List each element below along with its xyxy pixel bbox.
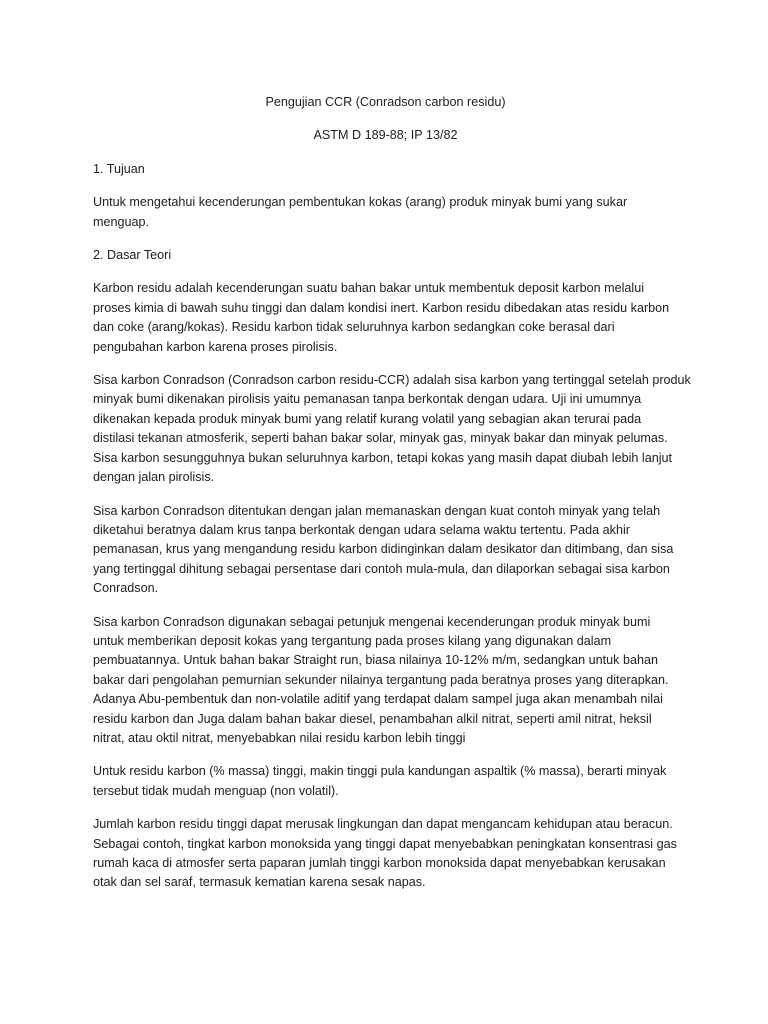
paragraph-residu-aspaltik <box>93 762 668 801</box>
section-heading-tujuan: 1. Tujuan <box>93 161 145 176</box>
text-line: Untuk mengetahui kecenderungan pembentukan kokas (arang) produk minyak bumi yang sukar <box>93 195 628 210</box>
text-line: dikenakan kepada produk minyak bumi yang relatif kurang volatil yang sebagian akan terurai pada <box>93 411 642 426</box>
text-line: bakar dari pengolahan pemurnian sekunder nilainya tergantung pada beratnya proses yang diterapkan. <box>93 672 669 687</box>
text-line: Untuk residu karbon (% massa) tinggi, makin tinggi pula kandungan aspaltik (% massa), berarti minyak <box>93 764 667 779</box>
paragraph-dampak-lingkungan <box>93 815 677 893</box>
text-line: distilasi tekanan atmosferik, seperti bahan bakar solar, minyak gas, minyak bakar dan minyak pelumas. <box>93 431 668 446</box>
text-line: Sisa karbon Conradson (Conradson carbon residu-CCR) adalah sisa karbon yang tertinggal setelah produk <box>93 373 691 388</box>
paragraph-sisa-karbon-penentuan <box>93 502 674 599</box>
text-line: untuk memberikan deposit kokas yang tergantung pada proses kilang yang digunakan dalam <box>93 633 612 648</box>
paragraph-sisa-karbon-petunjuk <box>93 613 668 749</box>
text-line: dan coke (arang/kokas). Residu karbon tidak seluruhnya karbon sedangkan coke berasal dari <box>93 320 615 335</box>
text-line: yang tertinggal dihitung sebagai persentase dari contoh mula-mula, dan dilaporkan sebagai sisa karbon <box>93 561 670 576</box>
text-line: Sisa karbon Conradson ditentukan dengan jalan memanaskan dengan kuat contoh minyak yang telah <box>93 503 661 518</box>
text-line: Conradson. <box>93 581 159 596</box>
text-line: pembuatannya. Untuk bahan bakar Straight run, biasa nilainya 10-12% m/m, sedangkan untuk bahan <box>93 653 658 668</box>
text-line: Jumlah karbon residu tinggi dapat merusak lingkungan dan dapat mengancam kehidupan atau beracun. <box>93 817 673 832</box>
text-line: dengan jalan pirolisis. <box>93 470 215 485</box>
text-line: tersebut tidak mudah menguap (non volatil). <box>93 783 339 798</box>
text-line: residu karbon dan Juga dalam bahan bakar diesel, penambahan alkil nitrat, seperti amil nitrat, heksil <box>93 711 652 726</box>
text-line: menguap. <box>93 214 150 229</box>
text-line: proses kimia di bawah suhu tinggi dan dalam kondisi inert. Karbon residu dibedakan atas residu karbon <box>93 300 670 315</box>
text-line: Adanya Abu-pembentuk dan non-volatile aditif yang terdapat dalam sampel juga akan menambah nilai <box>93 692 663 707</box>
document-standard: ASTM D 189-88; IP 13/82 <box>313 128 458 143</box>
text-line: pemanasan, krus yang mengandung residu karbon didinginkan dalam desikator dan ditimbang, dan sisa <box>93 542 674 557</box>
text-line: Karbon residu adalah kecenderungan suatu bahan bakar untuk membentuk deposit karbon melalui <box>93 281 644 296</box>
paragraph-sisa-karbon-definisi <box>93 371 691 487</box>
text-line: otak dan sel saraf, termasuk kematian karena sesak napas. <box>93 875 426 890</box>
text-line: Sisa karbon sesungguhnya bukan seluruhnya karbon, tetapi kokas yang masih dapat diubah lebih lanjut <box>93 450 673 465</box>
paragraph-tujuan <box>93 193 668 232</box>
paragraph-karbon-residu <box>93 279 668 357</box>
section-heading-dasar-teori: 2. Dasar Teori <box>93 248 172 263</box>
text-line: Sebagai contoh, tingkat karbon monoksida yang tinggi dapat menyebabkan peningkatan konsentrasi gas <box>93 836 677 851</box>
text-line: Sisa karbon Conradson digunakan sebagai petunjuk mengenai kecenderungan produk minyak bumi <box>93 614 651 629</box>
text-line: nitrat, atau oktil nitrat, menyebabkan nilai residu karbon lebih tinggi <box>93 730 466 745</box>
text-line: rumah kaca di atmosfer serta paparan jumlah tinggi karbon monoksida dapat menyebabkan kerusakan <box>93 856 666 870</box>
text-line: minyak bumi dikenakan pirolisis yaitu pemanasan tanpa berkontak dengan udara. Uji ini umumnya <box>93 392 642 407</box>
text-line: pengubahan karbon karena proses pirolisis. <box>93 339 338 354</box>
document-title: Pengujian CCR (Conradson carbon residu) <box>265 95 506 109</box>
text-line: diketahui beratnya dalam krus tanpa berkontak dengan udara selama waktu tertentu. Pada akhir <box>93 522 630 537</box>
